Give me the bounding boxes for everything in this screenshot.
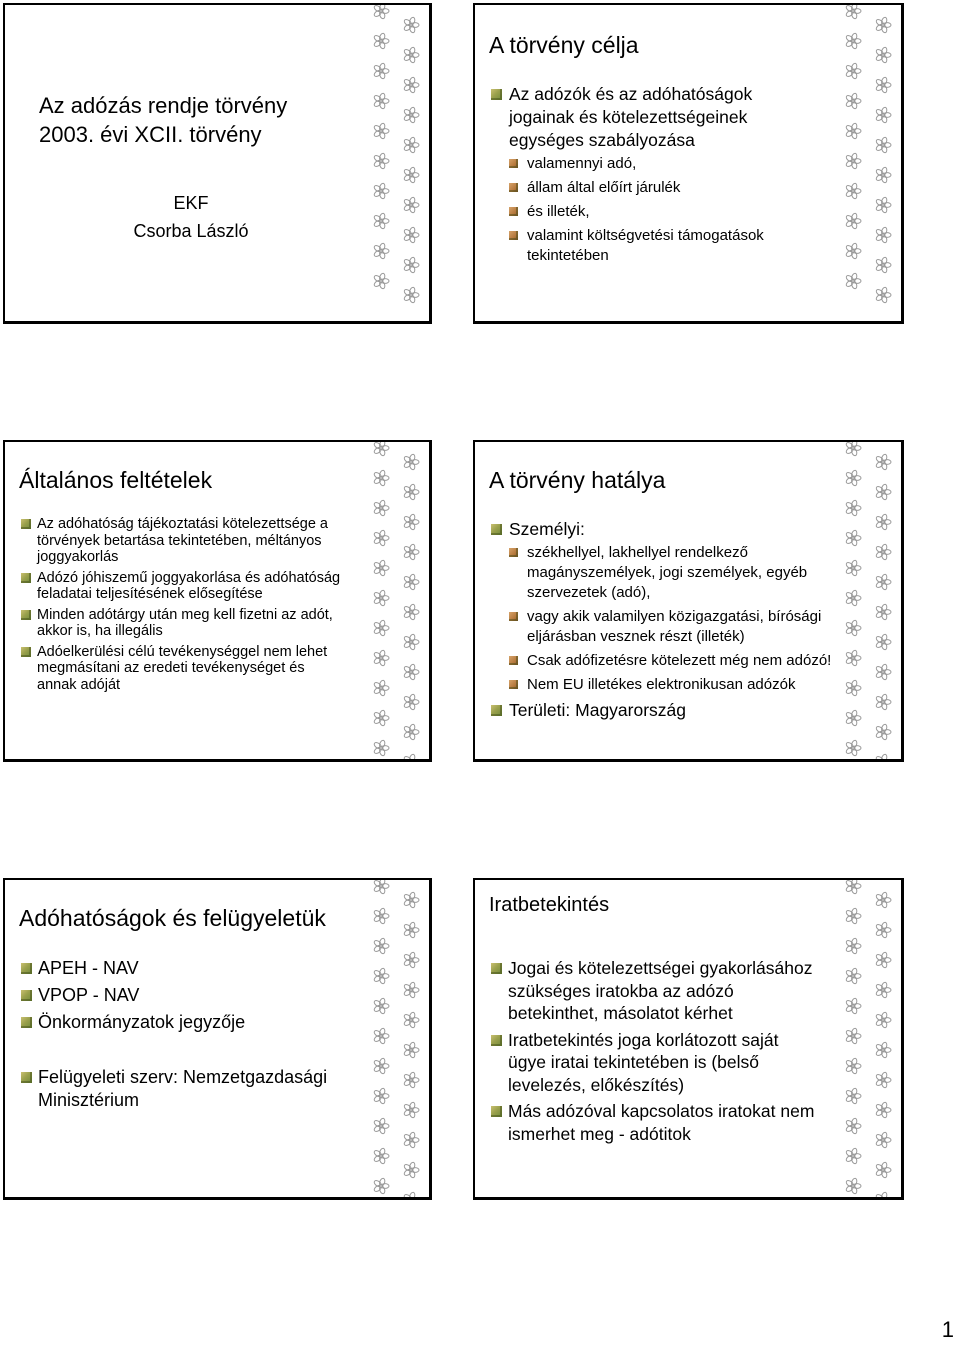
bullet-icon bbox=[509, 680, 518, 689]
bullet-icon bbox=[491, 524, 502, 535]
bullet-icon bbox=[509, 159, 518, 168]
floral-decoration-icon bbox=[839, 5, 901, 321]
list-item: Iratbetekintés joga korlátozott saját ügye iratai tekintetében is (belső levelezés, előkészítés) bbox=[491, 1029, 821, 1097]
list-item: VPOP - NAV bbox=[21, 984, 351, 1007]
bullet-icon bbox=[491, 705, 502, 716]
bullet-icon bbox=[21, 610, 31, 620]
bullet-icon bbox=[21, 1072, 32, 1083]
bullet-icon bbox=[21, 647, 31, 657]
slide-6 bbox=[473, 878, 904, 1200]
slide-4-title: A törvény hatálya bbox=[489, 467, 666, 493]
bullet-icon bbox=[21, 573, 31, 583]
bullet-icon bbox=[491, 963, 502, 974]
bullet-icon bbox=[491, 89, 502, 100]
bullet-icon bbox=[491, 1106, 502, 1117]
slide-3-title: Általános feltételek bbox=[19, 467, 213, 493]
slide-5 bbox=[3, 878, 432, 1200]
slide-1 bbox=[3, 3, 432, 324]
author: Csorba László bbox=[133, 221, 249, 241]
bullet-icon bbox=[21, 990, 32, 1001]
bullet-icon bbox=[509, 231, 518, 240]
floral-decoration-icon bbox=[367, 880, 429, 1197]
list-item: Az adóhatóság tájékoztatási kötelezettsége a törvények betartása tekintetében, méltányos joggyakorlás bbox=[21, 516, 341, 566]
bullet-icon bbox=[21, 519, 31, 529]
list-item: Önkormányzatok jegyzője bbox=[21, 1011, 351, 1034]
list-item: Adózó jóhiszemű joggyakorlása és adóhatóság feladatai teljesítésének elősegítése bbox=[21, 570, 341, 603]
list-item: Területi: Magyarország bbox=[491, 699, 836, 722]
list-item: székhellyel, lakhellyel rendelkező magányszemélyek, jogi személyek, egyéb szervezetek (adó), bbox=[491, 543, 836, 603]
slide-6-list bbox=[491, 957, 821, 1145]
slide-2-list bbox=[491, 83, 811, 266]
floral-decoration-icon bbox=[839, 880, 901, 1197]
organization: EKF bbox=[173, 193, 209, 213]
slide-4 bbox=[473, 440, 904, 762]
list-item: Adóelkerülési célú tevékenységgel nem lehet megmásítani az eredeti tevékenységet és annak adóját bbox=[21, 644, 341, 694]
bullet-icon bbox=[21, 1017, 32, 1028]
bullet-icon bbox=[509, 612, 518, 621]
list-item: valamint költségvetési támogatások tekintetében bbox=[491, 226, 811, 266]
slide-3 bbox=[3, 440, 432, 762]
slide-4-list bbox=[491, 518, 836, 722]
slide-3-list bbox=[21, 516, 341, 693]
list-item: Csak adófizetésre kötelezett még nem adózó! bbox=[491, 651, 836, 671]
page-number: 1 bbox=[941, 1317, 954, 1342]
list-item: vagy akik valamilyen közigazgatási, bírósági eljárásban vesznek részt (illeték) bbox=[491, 607, 836, 647]
list-item: Az adózók és az adóhatóságok jogainak és kötelezettségeinek egységes szabályozása bbox=[491, 83, 811, 152]
floral-decoration-icon bbox=[367, 5, 429, 321]
list-item: valamennyi adó, bbox=[491, 154, 811, 174]
floral-decoration-icon bbox=[367, 442, 429, 759]
bullet-icon bbox=[509, 548, 518, 557]
list-item: Felügyeleti szerv: Nemzetgazdasági Minisztérium bbox=[21, 1066, 351, 1112]
bullet-icon bbox=[491, 1035, 502, 1046]
slide-6-title: Iratbetekintés bbox=[489, 894, 610, 916]
list-item: Nem EU illetékes elektronikusan adózók bbox=[491, 675, 836, 695]
slide-1-author-block bbox=[5, 189, 377, 245]
slide-5-list bbox=[21, 957, 351, 1112]
list-item: Személyi: bbox=[491, 518, 836, 541]
bullet-icon bbox=[21, 963, 32, 974]
list-item: és illeték, bbox=[491, 202, 811, 222]
list-item: Más adózóval kapcsolatos iratokat nem ismerhet meg - adótitok bbox=[491, 1100, 821, 1145]
bullet-icon bbox=[509, 183, 518, 192]
bullet-icon bbox=[509, 207, 518, 216]
bullet-icon bbox=[509, 656, 518, 665]
slide-5-title: Adóhatóságok és felügyeletük bbox=[19, 905, 326, 931]
slide-1-title: Az adózás rendje törvény 2003. évi XCII. törvény bbox=[39, 93, 288, 147]
list-item: APEH - NAV bbox=[21, 957, 351, 980]
slide-2-title: A törvény célja bbox=[489, 32, 639, 58]
floral-decoration-icon bbox=[839, 442, 901, 759]
slide-2 bbox=[473, 3, 904, 324]
list-item: állam által előírt járulék bbox=[491, 178, 811, 198]
list-item: Minden adótárgy után meg kell fizetni az adót, akkor is, ha illegális bbox=[21, 607, 341, 640]
list-item: Jogai és kötelezettségei gyakorlásához szükséges iratokba az adózó betekinthet, másolatot kérhet bbox=[491, 957, 821, 1025]
